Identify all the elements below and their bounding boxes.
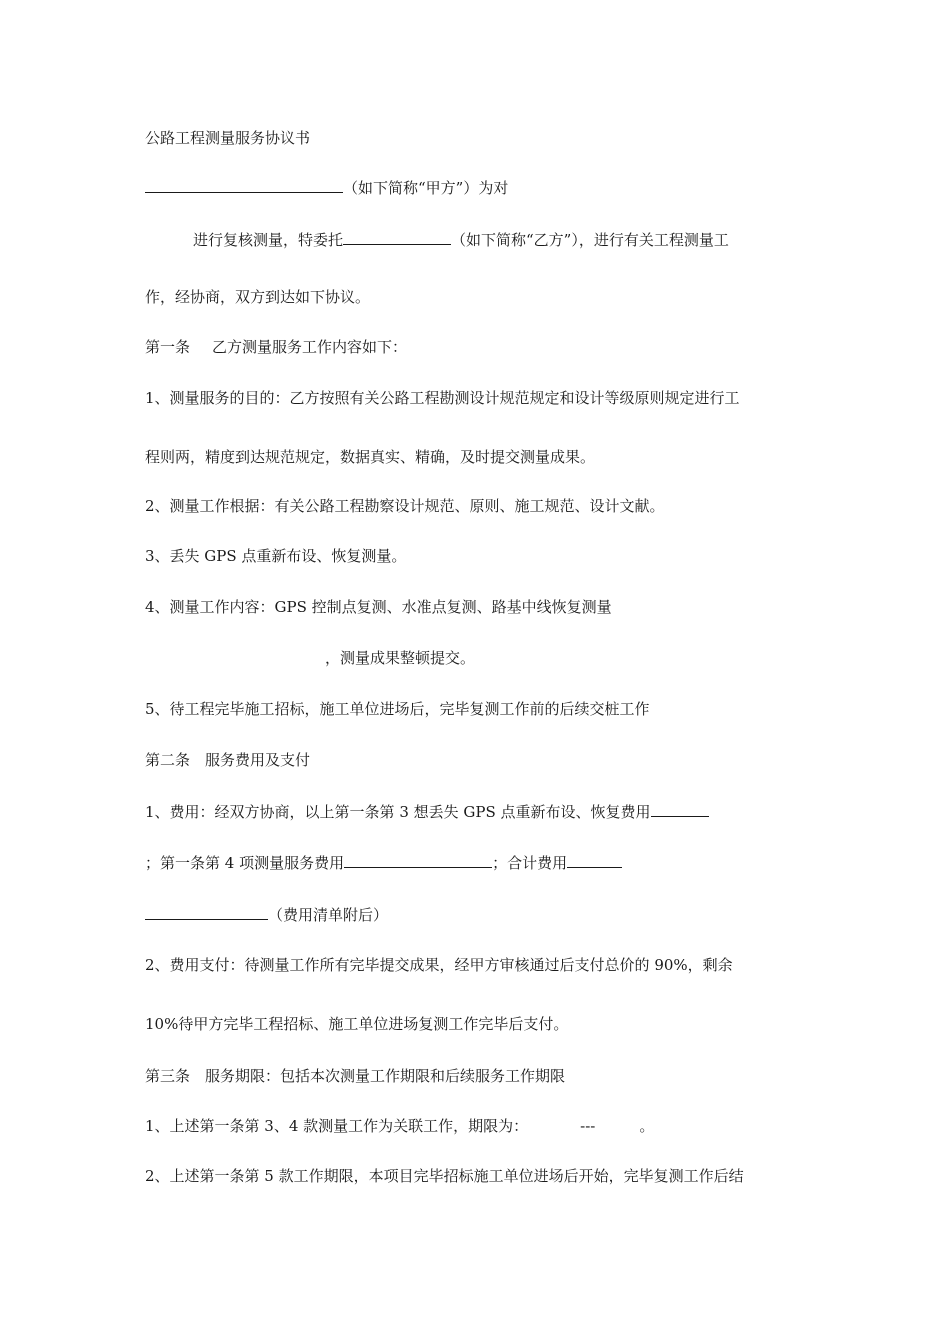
total-fee-continued-blank[interactable]: [145, 904, 268, 920]
article-3-title: 服务期限：包括本次测量工作期限和后续服务工作期限: [205, 1067, 566, 1085]
article-2-item-2-line-1: 2、费用支付：待测量工作所有完毕提交成果，经甲方审核通过后支付总价的 90%，剩余: [145, 956, 733, 974]
article-1-title: 乙方测量服务工作内容如下：: [212, 338, 408, 356]
article-1-number: 第一条: [145, 338, 191, 356]
fee-1-text: 1、费用：经双方协商，以上第一条第 3 想丢失 GPS 点重新布设、恢复费用: [145, 803, 651, 821]
article-1-heading: [145, 337, 407, 357]
article-2-item-2-line-2: 10%待甲方完毕工程招标、施工单位进场复测工作完毕后支付。: [145, 1015, 569, 1033]
total-fee-text: ；合计费用: [492, 854, 568, 872]
document-title: 公路工程测量服务协议书: [145, 129, 311, 147]
survey-fee-blank[interactable]: [344, 852, 492, 868]
article-1-item-1-line-2: 程则两，精度到达规范规定，数据真实、精确，及时提交测量成果。: [145, 448, 596, 466]
article-2-item-1-line-3: [145, 904, 388, 924]
intro-line-3: 作，经协商，双方到达如下协议。: [145, 288, 371, 306]
intro-entrust-text: 进行复核测量，特委托: [193, 231, 344, 249]
term-1-text: 1、上述第一条第 3、4 款测量工作为关联工作，期限为：: [145, 1117, 529, 1135]
total-fee-blank[interactable]: [567, 852, 622, 868]
intro-party-b-text: （如下简称“乙方”），进行有关工程测量工: [451, 231, 729, 249]
article-3-number: 第三条: [145, 1067, 191, 1085]
article-2-title: 服务费用及支付: [205, 751, 311, 769]
article-3-item-1: [145, 1116, 654, 1136]
article-2-item-1-line-1: [145, 801, 709, 821]
party-b-blank[interactable]: [343, 229, 451, 245]
gps-fee-blank[interactable]: [651, 801, 709, 817]
article-1-item-5: 5、待工程完毕施工招标，施工单位进场后，完毕复测工作前的后续交桩工作: [145, 700, 650, 718]
article-3-item-2: 2、上述第一条第 5 款工作期限，本项目完毕招标施工单位进场后开始，完毕复测工作后结: [145, 1167, 744, 1185]
article-1-item-4-line-2: ，测量成果整顿提交。: [325, 649, 476, 667]
article-2-number: 第二条: [145, 751, 191, 769]
intro-party-a-text: （如下简称“甲方”）为对: [343, 179, 509, 197]
article-1-item-2: 2、测量工作根据：有关公路工程勘察设计规范、原则、施工规范、设计文献。: [145, 497, 665, 515]
term-1-dash: ---: [580, 1117, 596, 1135]
article-2-heading: [145, 750, 310, 770]
fee-list-note: （费用清单附后）: [268, 906, 389, 924]
article-1-item-3: 3、丢失 GPS 点重新布设、恢复测量。: [145, 547, 407, 565]
article-3-heading: [145, 1066, 565, 1086]
article-1-item-4-line-1: 4、测量工作内容：GPS 控制点复测、水准点复测、路基中线恢复测量: [145, 598, 612, 616]
fee-2-text: ；第一条第 4 项测量服务费用: [145, 854, 345, 872]
article-2-item-1-line-2: [145, 852, 622, 872]
article-1-item-1-line-1: 1、测量服务的目的：乙方按照有关公路工程勘测设计规范规定和设计等级原则规定进行工: [145, 389, 740, 407]
term-1-end: 。: [639, 1117, 655, 1135]
intro-line-2: [193, 229, 729, 249]
party-a-blank[interactable]: [145, 177, 343, 193]
intro-line-1: [145, 177, 508, 197]
